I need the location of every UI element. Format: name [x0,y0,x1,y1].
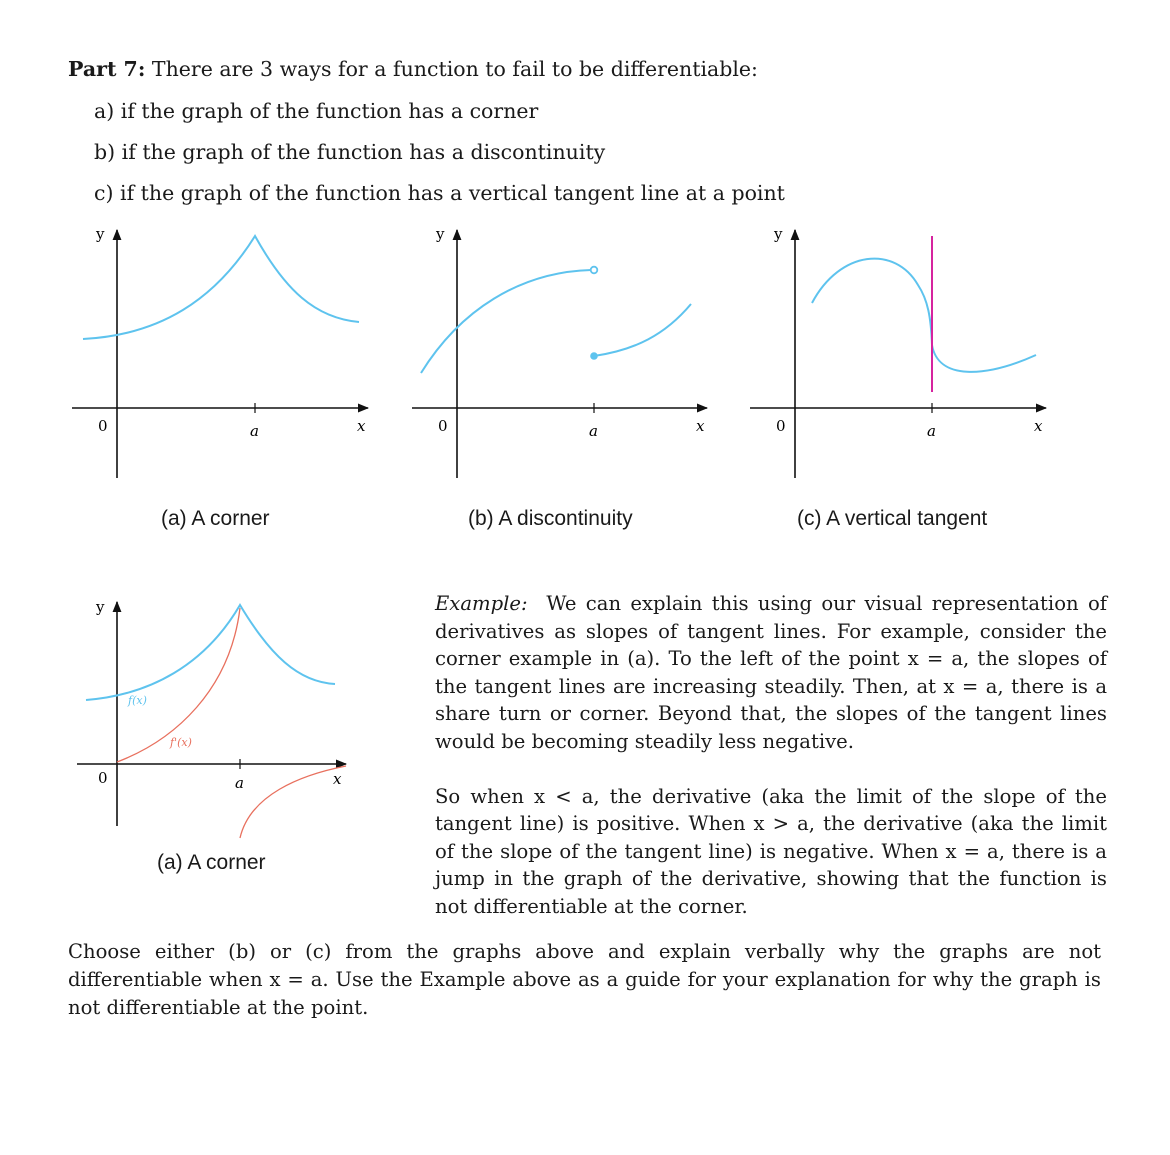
instruction-paragraph: Choose either (b) or (c) from the graphs above and explain verbally why the graphs are not differentiable when x = a. Use the Example above as a guide for your explanation for why the graph is not differentiable at the point. [68,940,1101,1019]
left-branch [421,270,591,373]
closed-endpoint [590,352,598,360]
reason-item-c: c) if the graph of the function has a vertical tangent line at a point [94,181,785,205]
x-axis-label: x [333,770,342,788]
origin-label: 0 [98,769,108,787]
y-axis-label: y [96,225,105,243]
a-label: a [589,422,598,440]
fprime-label: f'(x) [170,736,192,749]
caption-corner: (a) A corner [161,507,270,530]
example-paragraph-1: Example: We can explain this using our visual representation of derivatives as slopes of tangent lines. For example, consider the corner example in (a). To the left of the point x = a, the slopes of the tangent lines are increasing steadily. Then, at x = a, there is a share turn or corner. Beyond that, the slopes of the tangent lines would be becoming steadily less negative. [435,592,1107,753]
open-endpoint [591,267,598,274]
part-label: Part 7: [68,57,146,81]
caption-discontinuity: (b) A discontinuity [468,507,633,530]
y-axis-label: y [436,225,445,243]
figure-discontinuity [412,225,707,478]
a-label: a [235,774,244,792]
origin-label: 0 [438,417,448,435]
origin-label: 0 [98,417,108,435]
a-label: a [927,422,936,440]
figures-row [0,0,1170,560]
y-axis-label: y [774,225,783,243]
y-axis-label: y [96,598,105,616]
caption-vertical-tangent: (c) A vertical tangent [797,507,988,530]
function-curve [86,605,335,700]
example-paragraph-2: So when x < a, the derivative (aka the limit of the slope of the tangent line) is positive. When x > a, the derivative (aka the limit of the slope of the tangent line) is negative. When x = a, there is a jump in the graph of the derivative, showing that the function is not differentiable at the corner. [435,784,1107,918]
f-label: f(x) [128,694,147,707]
x-axis-label: x [696,417,705,435]
x-axis-label: x [357,417,366,435]
example-figure-caption: (a) A corner [157,851,266,874]
origin-label: 0 [776,417,786,435]
corner-curve [83,236,359,339]
right-branch [594,304,691,356]
vertical-tangent-curve [812,259,1036,372]
reason-item-b: b) if the graph of the function has a discontinuity [94,140,606,164]
example-figure [0,580,400,850]
part-text: There are 3 ways for a function to fail to be differentiable: [151,57,758,81]
a-label: a [250,422,259,440]
example-block [435,590,1107,921]
derivative-right-branch [240,766,346,838]
example-label: Example: [435,592,528,615]
x-axis-label: x [1034,417,1043,435]
figure-corner [72,225,368,478]
figure-vertical-tangent [750,225,1046,478]
reason-item-a: a) if the graph of the function has a corner [94,99,539,123]
